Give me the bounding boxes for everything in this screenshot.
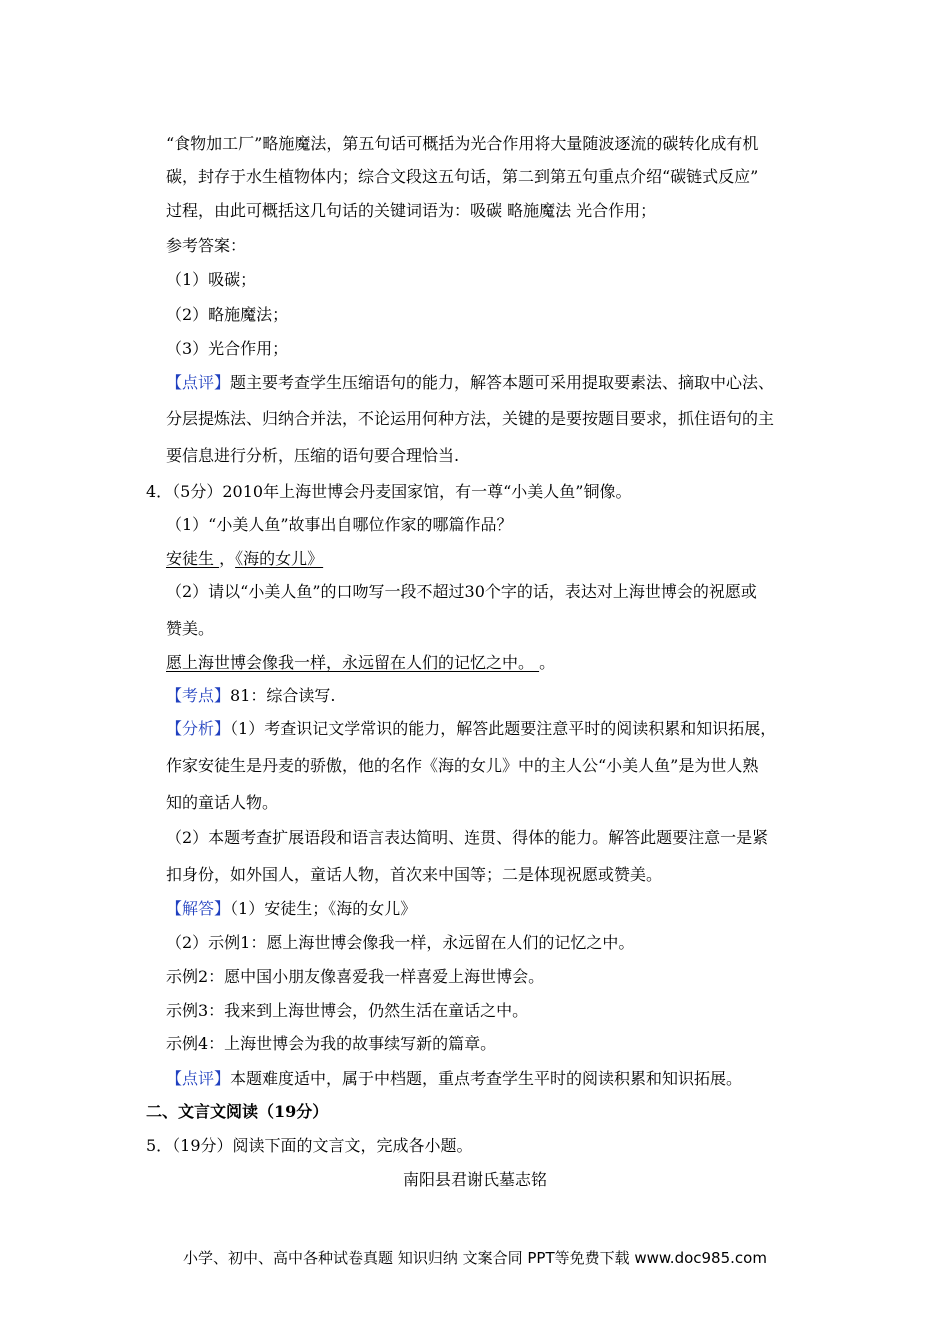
text-line: 赞美。 [166,619,215,638]
page-footer: 小学、初中、高中各种试卷真题 知识归纳 文案合同 PPT等免费下载 www.doc985.com [183,1249,767,1267]
dianping-tag: 【点评】 [166,1069,231,1088]
dianping [166,1069,742,1089]
question-5-stem: 5．（19分）阅读下面的文言文，完成各小题。 [146,1136,473,1155]
text-line: 要信息进行分析，压缩的语句要合理恰当. [166,446,460,465]
answer-2 [166,653,555,673]
answer-author: 安徒生 [166,549,220,568]
answer-2-end: 。 [539,653,556,672]
text-line: 示例4：上海世博会为我的故事续写新的篇章。 [166,1034,497,1053]
fenxi [166,719,776,739]
text-line: （3）光合作用； [166,339,289,358]
text-line: 分层提炼法、归纳合并法，不论运用何种方法，关键的是要按题目要求，抓住语句的主 [166,409,775,428]
text-line: 作家安徒生是丹麦的骄傲，他的名作《海的女儿》中的主人公“小美人鱼”是为世人熟 [166,756,759,775]
text-line: “食物加工厂”略施魔法，第五句话可概括为光合作用将大量随波逐流的碳转化成有机 [166,134,759,153]
answer-separator: ， [219,549,236,568]
q3-comment [166,373,774,393]
answer-1 [166,549,323,569]
comment-text: 题主要考查学生压缩语句的能力，解答本题可采用提取要素法、摘取中心法、 [230,373,775,392]
question-4-stem: 4．（5分）2010年上海世博会丹麦国家馆，有一尊“小美人鱼”铜像。 [146,482,632,501]
question-4-sub1: （1）“小美人鱼”故事出自哪位作家的哪篇作品？ [166,515,513,534]
text-line: 扣身份，如外国人，童话人物，首次来中国等；二是体现祝愿或赞美。 [166,865,663,884]
kaodian [166,686,335,706]
text-line: （2）本题考查扩展语段和语言表达简明、连贯、得体的能力。解答此题要注意一是紧 [166,828,769,847]
jieda-text: （1）安徒生；《海的女儿》 [230,899,417,918]
answer-2-text: 愿上海世博会像我一样，永远留在人们的记忆之中。 [166,653,540,672]
section-heading: 二、文言文阅读（19分） [146,1102,329,1121]
text-line: 知的童话人物。 [166,793,279,812]
text-line: 过程，由此可概括这几句话的关键词语为：吸碳 略施魔法 光合作用； [166,201,657,220]
text-line: （1）吸碳； [166,270,257,289]
text-line: （2）示例1：愿上海世博会像我一样，永远留在人们的记忆之中。 [166,933,635,952]
comment-tag: 【点评】 [166,373,231,392]
kaodian-text: 81：综合读写. [230,686,336,705]
text-line: 参考答案： [166,236,247,255]
answer-work: 《海的女儿》 [235,549,324,568]
jieda [166,899,416,919]
text-line: 示例2：愿中国小朋友像喜爱我一样喜爱上海世博会。 [166,967,545,986]
fenxi-text: （1）考查识记文学常识的能力，解答此题要注意平时的阅读积累和知识拓展， [230,719,777,738]
text-line: 示例3：我来到上海世博会，仍然生活在童话之中。 [166,1001,529,1020]
jieda-tag: 【解答】 [166,899,231,918]
question-4-sub2: （2）请以“小美人鱼”的口吻写一段不超过30个字的话，表达对上海世博会的祝愿或 [166,582,757,601]
text-line: 碳，封存于水生植物体内；综合文段这五句话，第二到第五句重点介绍“碳链式反应” [166,167,759,186]
passage-title: 南阳县君谢氏墓志铭 [402,1170,547,1189]
dianping-text: 本题难度适中，属于中档题，重点考查学生平时的阅读积累和知识拓展。 [230,1069,743,1088]
kaodian-tag: 【考点】 [166,686,231,705]
text-line: （2）略施魔法； [166,305,289,324]
fenxi-tag: 【分析】 [166,719,231,738]
